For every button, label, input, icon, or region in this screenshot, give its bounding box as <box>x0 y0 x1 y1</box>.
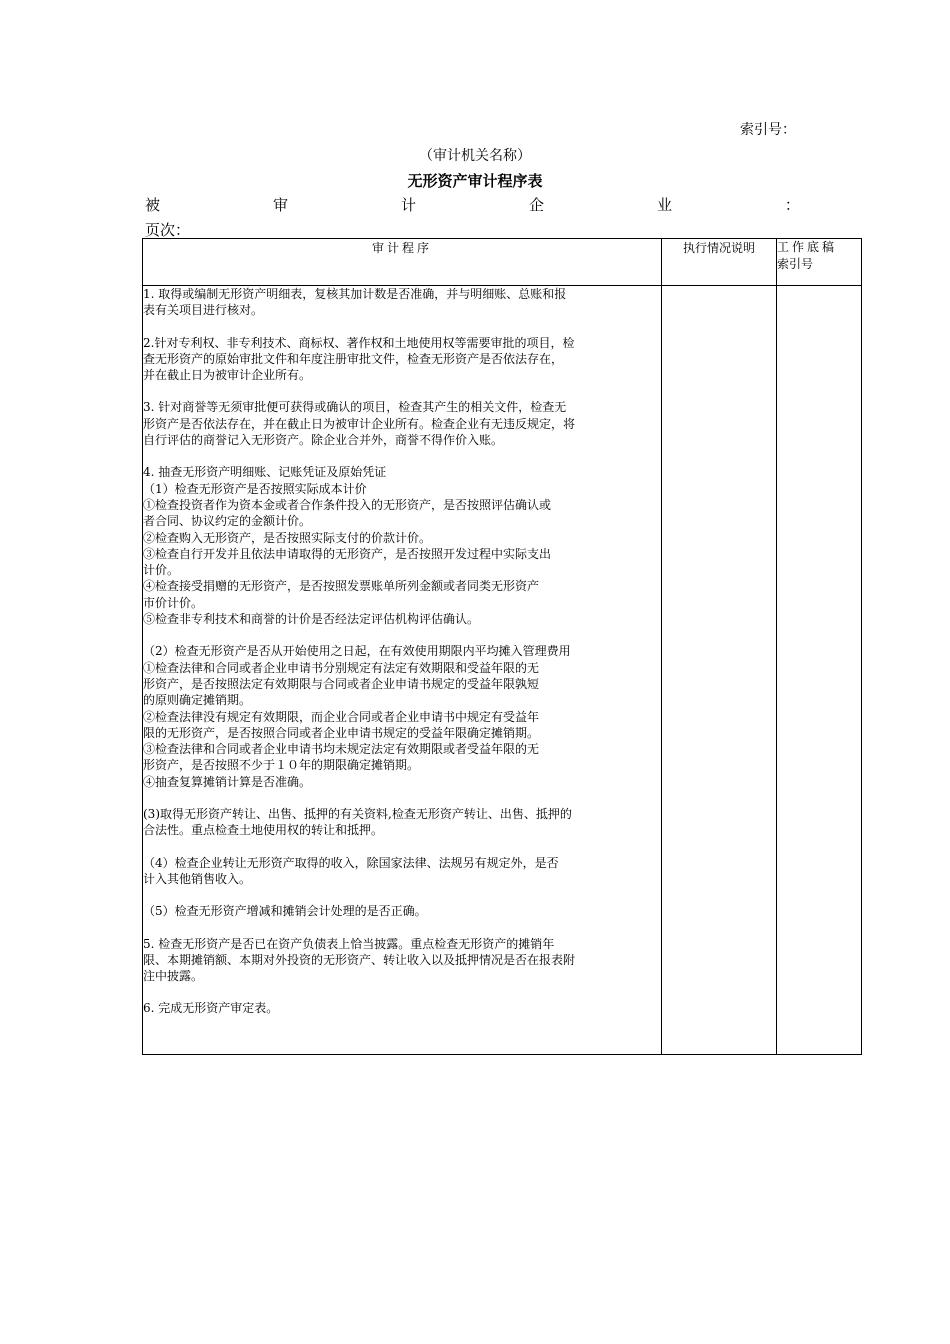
table-header-row <box>143 239 862 286</box>
procedure-line: (3)取得无形资产转让、出售、抵押的有关资料,检查无形资产转让、出售、抵押的 <box>143 807 572 822</box>
procedure-line: （4）检查企业转让无形资产取得的收入，除国家法律、法规另有规定外，是否 <box>143 855 559 870</box>
procedure-section <box>143 903 661 919</box>
procedure-line: （2）检查无形资产是否从开始使用之日起，在有效使用期限内平均摊入管理费用 <box>143 644 571 659</box>
ref-header-line: 索引号 <box>777 257 814 271</box>
page-number-label: 页次： <box>145 221 191 239</box>
procedure-line: 4. 抽查无形资产明细账、记账凭证及原始凭证 <box>143 465 387 480</box>
procedure-line: 计价。 <box>143 563 180 578</box>
procedure-line: 形资产，是否按照不少于１０年的期限确定摊销期。 <box>143 758 420 773</box>
procedure-cell <box>143 286 662 1055</box>
execution-column-header: 执行情况说明 <box>662 239 777 286</box>
procedure-line: 1. 取得或编制无形资产明细表，复核其加计数是否准确，并与明细账、总账和报 <box>143 287 567 301</box>
entity-char: 计 <box>400 196 416 214</box>
procedure-line: 3. 针对商誉等无须审批便可获得或确认的项目，检查其产生的相关文件，检查无 <box>143 400 567 415</box>
procedure-line: 表有关项目进行核对。 <box>143 303 264 318</box>
procedure-section <box>143 464 661 627</box>
procedure-line: ①检查投资者作为资本金或者合作条件投入的无形资产，是否按照评估确认或 <box>143 497 552 512</box>
entity-char: 被 <box>145 196 161 214</box>
entity-char: 审 <box>272 196 288 214</box>
table-body-row <box>143 286 862 1055</box>
procedure-line: 的原则确定摊销期。 <box>143 693 252 708</box>
procedure-line: 2.针对专利权、非专利技术、商标权、著作权和土地使用权等需要审批的项目，检 <box>143 335 575 350</box>
procedure-line: ②检查购入无形资产，是否按照实际支付的价款计价。 <box>143 530 432 545</box>
procedure-section <box>143 806 661 839</box>
procedure-line: （5）检查无形资产增减和摊销会计处理的是否正确。 <box>143 904 427 919</box>
procedure-line: ③检查自行开发并且依法申请取得的无形资产，是否按照开发过程中实际支出 <box>143 546 552 561</box>
audit-organization-name: （审计机关名称） <box>419 148 531 164</box>
execution-cell <box>662 286 777 1055</box>
workpaper-ref-column-header <box>777 239 862 286</box>
procedure-line: 6. 完成无形资产审定表。 <box>143 1001 279 1016</box>
page-title: 无形资产审计程序表 <box>407 172 543 190</box>
procedure-line: 并在截止日为被审计企业所有。 <box>143 368 312 383</box>
procedure-line: 合法性。重点检查土地使用权的转让和抵押。 <box>143 823 384 838</box>
procedure-line: 自行评估的商誉记入无形资产。除企业合并外，商誉不得作价入账。 <box>143 433 504 448</box>
entity-char: 企 <box>528 196 544 214</box>
procedure-line: 注中披露。 <box>143 969 204 984</box>
procedure-section <box>143 335 661 384</box>
procedure-line: 5. 检查无形资产是否已在资产负债表上恰当披露。重点检查无形资产的摊销年 <box>143 936 555 951</box>
procedure-line: （1）检查无形资产是否按照实际成本计价 <box>143 481 367 496</box>
procedure-line: 形资产，是否按照法定有效期限与合同或者企业申请书规定的受益年限孰短 <box>143 676 540 691</box>
entity-char: 业 <box>656 196 672 214</box>
procedure-line: 者合同、协议约定的金额计价。 <box>143 514 312 529</box>
procedure-line: 限的无形资产，是否按照合同或者企业申请书规定的受益年限确定摊销期。 <box>143 725 540 740</box>
workpaper-ref-cell <box>777 286 862 1055</box>
procedure-section <box>143 1000 661 1016</box>
procedure-section <box>143 399 661 448</box>
procedure-line: 计入其他销售收入。 <box>143 871 252 886</box>
procedure-line: ①检查法律和合同或者企业申请书分别规定有法定有效期限和受益年限的无 <box>143 660 540 675</box>
audit-procedure-table <box>142 238 862 1055</box>
procedure-column-header: 审计程序 <box>143 239 662 286</box>
procedure-line: 限、本期摊销额、本期对外投资的无形资产、转让收入以及抵押情况是否在报表附 <box>143 952 576 967</box>
index-number-label: 索引号： <box>740 122 796 138</box>
procedure-line: 形资产是否依法存在，并在截止日为被审计企业所有。检查企业有无违反规定，将 <box>143 416 576 431</box>
procedure-line: ②检查法律没有规定有效期限，而企业合同或者企业申请书中规定有受益年 <box>143 709 540 724</box>
procedure-section <box>143 286 661 319</box>
ref-header-line: 工作底稿 <box>777 240 838 254</box>
procedure-line: 市价计价。 <box>143 595 204 610</box>
procedure-section <box>143 643 661 790</box>
audited-entity-label <box>145 194 800 215</box>
procedure-line: ④抽查复算摊销计算是否准确。 <box>143 774 312 789</box>
procedure-line: ④检查接受捐赠的无形资产，是否按照发票账单所列金额或者同类无形资产 <box>143 579 540 594</box>
entity-char: ： <box>784 196 800 214</box>
procedure-line: 查无形资产的原始审批文件和年度注册审批文件，检查无形资产是否依法存在， <box>143 351 564 366</box>
procedure-line: ③检查法律和合同或者企业申请书均未规定法定有效期限或者受益年限的无 <box>143 742 540 757</box>
procedure-section <box>143 855 661 888</box>
procedure-section <box>143 936 661 985</box>
procedure-line: ⑤检查非专利技术和商誉的计价是否经法定评估机构评估确认。 <box>143 612 480 627</box>
